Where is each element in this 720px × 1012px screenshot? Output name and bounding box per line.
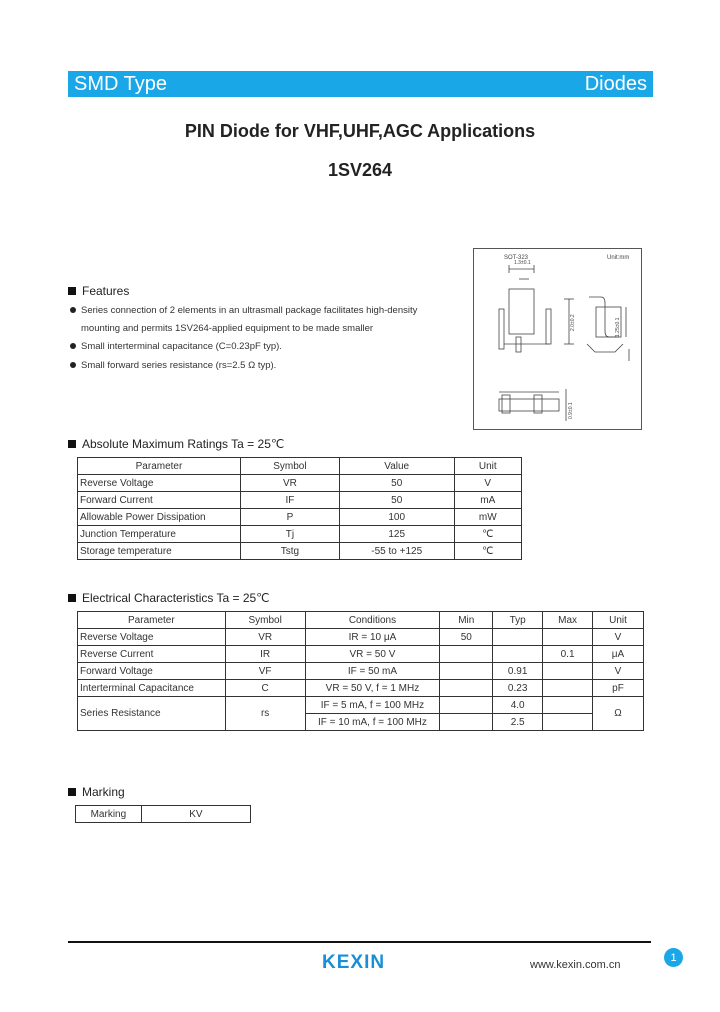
footer-url[interactable]: www.kexin.com.cn [530, 959, 621, 971]
cell: IR [225, 646, 305, 663]
features-heading: Features [68, 284, 129, 298]
cell: VR = 50 V, f = 1 MHz [305, 680, 440, 697]
header-cell: Conditions [305, 612, 440, 629]
bullet-dot-icon [70, 362, 76, 368]
feature-item: Small interterminal capacitance (C=0.23pF typ). [70, 341, 282, 352]
header-cell: Unit [593, 612, 644, 629]
cell: IF [240, 492, 339, 509]
cell: Marking [76, 806, 142, 823]
header-cell: Symbol [240, 458, 339, 475]
cell [543, 697, 593, 714]
cell: VR [225, 629, 305, 646]
cell: ℃ [454, 543, 521, 560]
cell: KV [141, 806, 250, 823]
feature-item: Series connection of 2 elements in an ultrasmall package facilitates high-density [70, 305, 417, 316]
table-row [78, 697, 644, 714]
cell: ℃ [454, 526, 521, 543]
header-cell: Min [440, 612, 493, 629]
package-outline-svg [474, 249, 641, 429]
cell [493, 646, 543, 663]
cell: C [225, 680, 305, 697]
package-name: SOT-323 [504, 255, 529, 261]
header-cell: Parameter [78, 458, 241, 475]
svg-text:1.25±0.1: 1.25±0.1 [615, 317, 621, 337]
square-bullet-icon [68, 440, 76, 448]
cell [440, 697, 493, 714]
cell: 0.23 [493, 680, 543, 697]
cell: V [454, 475, 521, 492]
marking-table [75, 805, 251, 823]
bullet-dot-icon [70, 307, 76, 313]
header-cell: Typ [493, 612, 543, 629]
table-row [78, 646, 644, 663]
cell [543, 714, 593, 731]
table-row [78, 492, 522, 509]
cell: Storage temperature [78, 543, 241, 560]
cell: 50 [339, 492, 454, 509]
abs-max-heading: Absolute Maximum Ratings Ta = 25℃ [68, 437, 284, 451]
cell: 2.5 [493, 714, 543, 731]
header-cell: Max [543, 612, 593, 629]
cell [440, 646, 493, 663]
table-row [78, 629, 644, 646]
svg-text:2.0±0.2: 2.0±0.2 [570, 314, 576, 331]
cell: 0.91 [493, 663, 543, 680]
part-number: 1SV264 [327, 160, 393, 180]
cell [440, 714, 493, 731]
square-bullet-icon [68, 287, 76, 295]
cell: -55 to +125 [339, 543, 454, 560]
cell: Ω [593, 697, 644, 731]
marking-heading: Marking [68, 785, 125, 799]
cell: 0.1 [543, 646, 593, 663]
cell [543, 680, 593, 697]
table-row [78, 663, 644, 680]
cell: pF [593, 680, 644, 697]
cell: Tj [240, 526, 339, 543]
cell [440, 680, 493, 697]
cell: V [593, 629, 644, 646]
cell: Tstg [240, 543, 339, 560]
cell [543, 629, 593, 646]
cell: 50 [440, 629, 493, 646]
cell: Reverse Voltage [78, 475, 241, 492]
page-number: 1 [664, 948, 683, 967]
footer-divider [68, 941, 651, 943]
cell: Forward Current [78, 492, 241, 509]
cell: VF [225, 663, 305, 680]
header-right: Diodes [584, 72, 647, 95]
table-row [78, 509, 522, 526]
elec-heading: Electrical Characteristics Ta = 25℃ [68, 591, 270, 605]
header-cell: Unit [454, 458, 521, 475]
feature-item-continued: mounting and permits 1SV264-applied equipment to be made smaller [81, 323, 374, 334]
cell: Forward Voltage [78, 663, 226, 680]
cell: Series Resistance [78, 697, 226, 731]
header-left: SMD Type [74, 72, 167, 95]
table-row [78, 680, 644, 697]
page-title: PIN Diode for VHF,UHF,AGC Applications [184, 121, 536, 141]
cell: VR [240, 475, 339, 492]
elec-table [77, 611, 644, 731]
cell: VR = 50 V [305, 646, 440, 663]
cell: Junction Temperature [78, 526, 241, 543]
cell: 100 [339, 509, 454, 526]
table-row [78, 526, 522, 543]
bullet-dot-icon [70, 343, 76, 349]
cell: IR = 10 μA [305, 629, 440, 646]
package-unit: Unit:mm [607, 255, 630, 261]
table-row [76, 806, 251, 823]
kexin-logo: KEXIN [322, 952, 386, 973]
cell: 50 [339, 475, 454, 492]
cell: μA [593, 646, 644, 663]
cell: 125 [339, 526, 454, 543]
cell: IF = 5 mA, f = 100 MHz [305, 697, 440, 714]
cell [493, 629, 543, 646]
cell: mA [454, 492, 521, 509]
cell: P [240, 509, 339, 526]
cell [543, 663, 593, 680]
package-drawing [473, 248, 642, 430]
table-header-row [78, 612, 644, 629]
table-row [78, 543, 522, 560]
square-bullet-icon [68, 788, 76, 796]
cell: IF = 10 mA, f = 100 MHz [305, 714, 440, 731]
svg-text:1.3±0.1: 1.3±0.1 [514, 260, 531, 266]
table-row [78, 475, 522, 492]
cell: IF = 50 mA [305, 663, 440, 680]
cell: Interterminal Capacitance [78, 680, 226, 697]
cell: 4.0 [493, 697, 543, 714]
cell: mW [454, 509, 521, 526]
svg-text:0.9±0.1: 0.9±0.1 [568, 402, 574, 419]
cell: Allowable Power Dissipation [78, 509, 241, 526]
cell: V [593, 663, 644, 680]
header-cell: Symbol [225, 612, 305, 629]
cell: Reverse Voltage [78, 629, 226, 646]
cell [440, 663, 493, 680]
feature-item: Small forward series resistance (rs=2.5 Ω typ). [70, 360, 276, 371]
square-bullet-icon [68, 594, 76, 602]
header-cell: Value [339, 458, 454, 475]
cell: rs [225, 697, 305, 731]
cell: Reverse Current [78, 646, 226, 663]
abs-max-table [77, 457, 522, 560]
header-cell: Parameter [78, 612, 226, 629]
table-header-row [78, 458, 522, 475]
header-banner [68, 71, 653, 97]
